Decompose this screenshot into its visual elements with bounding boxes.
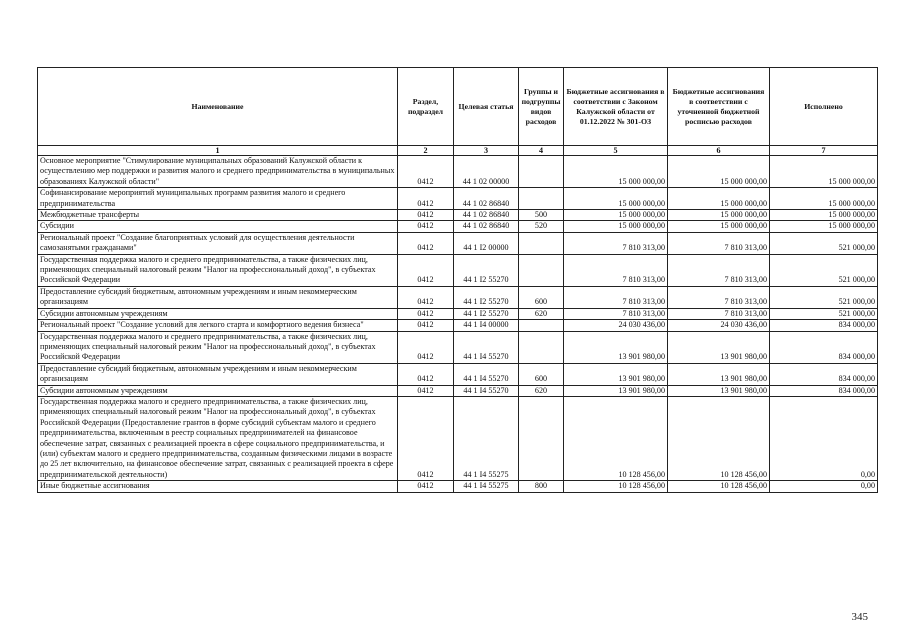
- row-target: 44 1 I2 55270: [454, 308, 519, 319]
- row-group: [519, 331, 564, 363]
- row-refined: 13 901 980,00: [668, 363, 770, 385]
- column-number: 7: [770, 146, 878, 156]
- row-executed: 834 000,00: [770, 363, 878, 385]
- row-name: Субсидии автономным учреждениям: [38, 308, 398, 319]
- row-group: [519, 156, 564, 188]
- row-law: 10 128 456,00: [564, 481, 668, 492]
- row-group: 620: [519, 385, 564, 396]
- row-refined: 10 128 456,00: [668, 396, 770, 480]
- row-target: 44 1 I4 55270: [454, 363, 519, 385]
- row-group: [519, 232, 564, 254]
- row-law: 15 000 000,00: [564, 156, 668, 188]
- row-group: 600: [519, 286, 564, 308]
- row-refined: 15 000 000,00: [668, 210, 770, 221]
- row-section: 0412: [398, 320, 454, 331]
- row-group: [519, 396, 564, 480]
- row-law: 15 000 000,00: [564, 221, 668, 232]
- row-executed: 521 000,00: [770, 232, 878, 254]
- page-number: 345: [851, 611, 868, 623]
- row-executed: 0,00: [770, 481, 878, 492]
- row-section: 0412: [398, 385, 454, 396]
- row-target: 44 1 02 00000: [454, 156, 519, 188]
- budget-report-sheet: [37, 67, 877, 493]
- row-group: 500: [519, 210, 564, 221]
- header-law-allocations: Бюджетные ассигнования в соответствии с Законом Калужской области от 01.12.2022 № 301-ОЗ: [564, 68, 668, 146]
- row-group: [519, 320, 564, 331]
- row-refined: 10 128 456,00: [668, 481, 770, 492]
- row-section: 0412: [398, 188, 454, 210]
- row-law: 7 810 313,00: [564, 308, 668, 319]
- row-section: 0412: [398, 481, 454, 492]
- row-name: Иные бюджетные ассигнования: [38, 481, 398, 492]
- row-law: 13 901 980,00: [564, 363, 668, 385]
- table-row: [38, 156, 878, 188]
- row-refined: 13 901 980,00: [668, 331, 770, 363]
- row-name: Предоставление субсидий бюджетным, автономным учреждениям и иным некоммерческим организациям: [38, 286, 398, 308]
- row-law: 10 128 456,00: [564, 396, 668, 480]
- row-name: Субсидии автономным учреждениям: [38, 385, 398, 396]
- row-executed: 834 000,00: [770, 320, 878, 331]
- row-refined: 7 810 313,00: [668, 232, 770, 254]
- row-law: 7 810 313,00: [564, 286, 668, 308]
- table-row: [38, 254, 878, 286]
- header-section: Раздел, подраздел: [398, 68, 454, 146]
- row-executed: 15 000 000,00: [770, 156, 878, 188]
- row-executed: 15 000 000,00: [770, 221, 878, 232]
- row-executed: 521 000,00: [770, 254, 878, 286]
- row-refined: 15 000 000,00: [668, 156, 770, 188]
- header-name: Наименование: [38, 68, 398, 146]
- table-row: [38, 331, 878, 363]
- table-row: [38, 481, 878, 492]
- column-number: 1: [38, 146, 398, 156]
- row-executed: 15 000 000,00: [770, 210, 878, 221]
- row-refined: 7 810 313,00: [668, 308, 770, 319]
- row-law: 15 000 000,00: [564, 188, 668, 210]
- table-row: [38, 363, 878, 385]
- row-refined: 7 810 313,00: [668, 286, 770, 308]
- table-row: [38, 396, 878, 480]
- row-group: [519, 188, 564, 210]
- row-target: 44 1 02 86840: [454, 188, 519, 210]
- row-section: 0412: [398, 156, 454, 188]
- column-number: 2: [398, 146, 454, 156]
- row-law: 7 810 313,00: [564, 232, 668, 254]
- row-target: 44 1 02 86840: [454, 221, 519, 232]
- row-section: 0412: [398, 254, 454, 286]
- column-number: 6: [668, 146, 770, 156]
- table-row: [38, 320, 878, 331]
- row-name: Софинансирование мероприятий муниципальных программ развития малого и среднего предпринимательства: [38, 188, 398, 210]
- row-target: 44 1 I4 55275: [454, 481, 519, 492]
- table-row: [38, 308, 878, 319]
- row-name: Субсидии: [38, 221, 398, 232]
- row-group: 520: [519, 221, 564, 232]
- row-group: [519, 254, 564, 286]
- row-refined: 15 000 000,00: [668, 188, 770, 210]
- row-executed: 834 000,00: [770, 331, 878, 363]
- row-section: 0412: [398, 221, 454, 232]
- row-name: Государственная поддержка малого и среднего предпринимательства, а также физических лиц, применяющих специальный налоговый режим "Налог на профессиональный доход", в субъектах Российской Федерации (Предоставление грантов в форме субсидий субъектам малого и среднего предпринимательства, включенным в реестр социальных предпринимателей на финансовое обеспечение затрат, связанных с реализацией проекта в сфере социального предпринимательства, и (или) субъектам малого и среднего предпринимательства, созданным физическими лицами в возрасте до 25 лет включительно, на финансовое обеспечение затрат, связанных с реализацией проекта в сфере предпринимательской деятельности): [38, 396, 398, 480]
- row-refined: 24 030 436,00: [668, 320, 770, 331]
- table-row: [38, 286, 878, 308]
- row-law: 7 810 313,00: [564, 254, 668, 286]
- row-refined: 15 000 000,00: [668, 221, 770, 232]
- row-law: 15 000 000,00: [564, 210, 668, 221]
- column-number: 5: [564, 146, 668, 156]
- row-target: 44 1 I2 55270: [454, 286, 519, 308]
- column-number: 4: [519, 146, 564, 156]
- row-executed: 521 000,00: [770, 308, 878, 319]
- row-target: 44 1 I4 00000: [454, 320, 519, 331]
- row-target: 44 1 I4 55270: [454, 331, 519, 363]
- row-target: 44 1 I4 55275: [454, 396, 519, 480]
- row-name: Государственная поддержка малого и среднего предпринимательства, а также физических лиц, применяющих специальный налоговый режим "Налог на профессиональный доход", в субъектах Российской Федерации: [38, 254, 398, 286]
- row-section: 0412: [398, 396, 454, 480]
- row-name: Государственная поддержка малого и среднего предпринимательства, а также физических лиц, применяющих специальный налоговый режим "Налог на профессиональный доход", в субъектах Российской Федерации: [38, 331, 398, 363]
- row-name: Межбюджетные трансферты: [38, 210, 398, 221]
- row-section: 0412: [398, 210, 454, 221]
- row-law: 24 030 436,00: [564, 320, 668, 331]
- header-executed: Исполнено: [770, 68, 878, 146]
- table-row: [38, 385, 878, 396]
- row-target: 44 1 02 86840: [454, 210, 519, 221]
- row-name: Региональный проект "Создание условий для легкого старта и комфортного ведения бизнеса": [38, 320, 398, 331]
- table-row: [38, 188, 878, 210]
- row-refined: 13 901 980,00: [668, 385, 770, 396]
- row-section: 0412: [398, 331, 454, 363]
- row-group: 800: [519, 481, 564, 492]
- header-row: [38, 68, 878, 146]
- table-row: [38, 221, 878, 232]
- row-name: Предоставление субсидий бюджетным, автономным учреждениям и иным некоммерческим организациям: [38, 363, 398, 385]
- row-executed: 15 000 000,00: [770, 188, 878, 210]
- table-row: [38, 232, 878, 254]
- row-target: 44 1 I2 55270: [454, 254, 519, 286]
- row-law: 13 901 980,00: [564, 331, 668, 363]
- row-executed: 521 000,00: [770, 286, 878, 308]
- row-executed: 834 000,00: [770, 385, 878, 396]
- budget-table: [37, 67, 878, 493]
- column-number-row: [38, 146, 878, 156]
- header-target-article: Целевая статья: [454, 68, 519, 146]
- row-group: 600: [519, 363, 564, 385]
- row-law: 13 901 980,00: [564, 385, 668, 396]
- row-target: 44 1 I2 00000: [454, 232, 519, 254]
- row-executed: 0,00: [770, 396, 878, 480]
- row-section: 0412: [398, 308, 454, 319]
- header-refined-allocations: Бюджетные ассигнования в соответствии с уточненной бюджетной росписью расходов: [668, 68, 770, 146]
- row-section: 0412: [398, 232, 454, 254]
- row-refined: 7 810 313,00: [668, 254, 770, 286]
- row-group: 620: [519, 308, 564, 319]
- row-name: Основное мероприятие "Стимулирование муниципальных образований Калужской области к осуществлению мер поддержки и развития малого и среднего предпринимательства в муниципальных образованиях Калужской области": [38, 156, 398, 188]
- header-expense-groups: Группы и подгруппы видов расходов: [519, 68, 564, 146]
- table-row: [38, 210, 878, 221]
- row-section: 0412: [398, 286, 454, 308]
- row-target: 44 1 I4 55270: [454, 385, 519, 396]
- row-name: Региональный проект "Создание благоприятных условий для осуществления деятельности самозанятыми гражданами": [38, 232, 398, 254]
- column-number: 3: [454, 146, 519, 156]
- row-section: 0412: [398, 363, 454, 385]
